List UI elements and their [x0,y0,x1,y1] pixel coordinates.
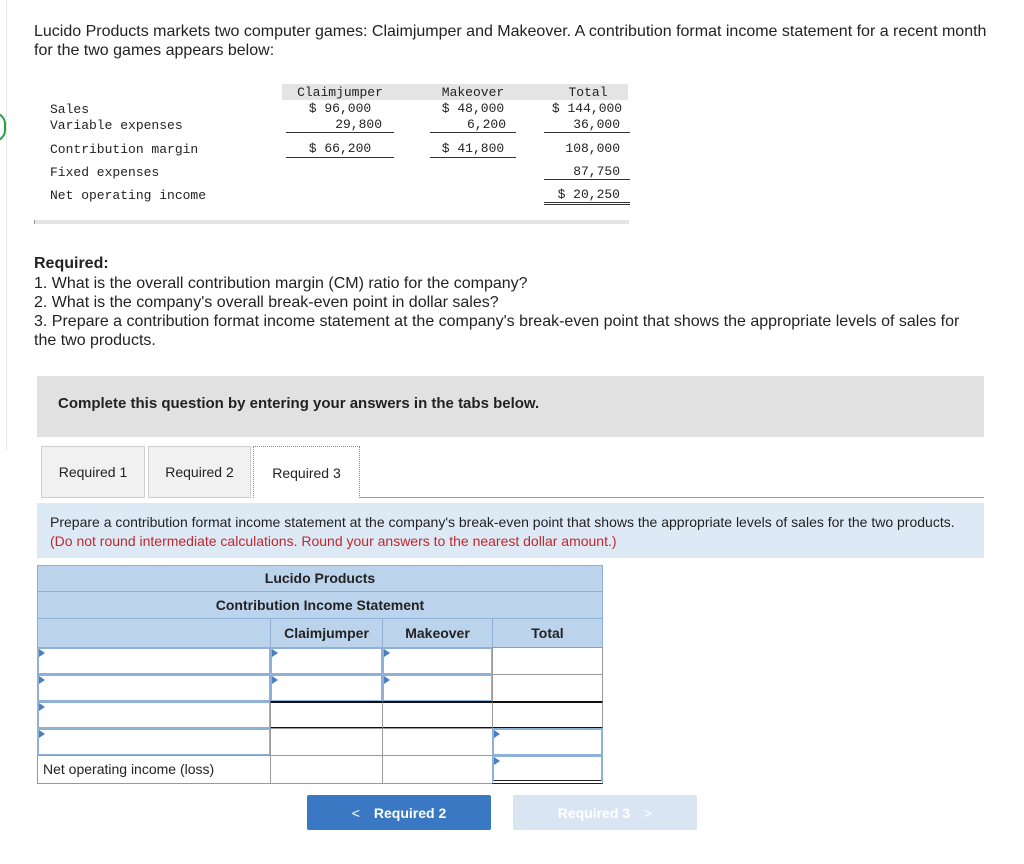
col-head-claimjumper: Claimjumper [297,85,383,100]
makeover-cm-underline [430,157,516,158]
row-label-contribution-margin: Contribution margin [50,142,199,157]
left-gutter [0,0,7,450]
required-item-1: 1. What is the overall contribution margin (CM) ratio for the company? [34,275,528,292]
instruction-text: Prepare a contribution format income statement at the company's break-even point that shows the appropriate levels of sales for the two products. [50,514,955,530]
row1-total-input[interactable] [492,647,603,675]
total-sales: $ 144,000 [551,101,623,116]
row2-label-dropdown[interactable] [37,674,271,702]
instructions-banner [37,376,984,437]
row4-makeover-input[interactable] [382,728,493,756]
row5-claimjumper-cell [270,755,383,784]
claimjumper-sales: $ 96,000 [308,101,372,116]
input-marker-icon [494,757,500,765]
row-label-fixed-expenses: Fixed expenses [50,165,160,180]
row4-total-input[interactable] [492,728,603,756]
prev-button-label: Required 2 [373,804,447,821]
row-label-sales: Sales [50,102,90,117]
required-list [34,274,984,350]
dropdown-marker-icon [39,703,45,711]
col-header-claimjumper: Claimjumper [270,618,383,648]
row3-makeover-input[interactable] [382,701,493,729]
statement-bottom-rule [34,220,629,224]
row5-total-input[interactable] [492,755,603,784]
total-cm: 108,000 [565,141,620,156]
claimjumper-cm: $ 66,200 [308,141,372,156]
tab-required-1[interactable]: Required 1 [41,446,145,498]
makeover-variable: 6,200 [430,117,516,133]
chevron-right-icon: > [644,804,653,821]
row2-total-input[interactable] [492,674,603,702]
row3-claimjumper-input[interactable] [270,701,383,729]
answer-table-statement-title: Contribution Income Statement [37,591,603,619]
dropdown-marker-icon [39,676,45,684]
claimjumper-cm-underline [286,157,394,158]
total-variable: 36,000 [544,117,630,133]
dropdown-marker-icon [39,649,45,657]
row3-total-input[interactable] [492,701,603,729]
row2-makeover-input[interactable] [382,674,493,702]
answer-table-company: Lucido Products [37,565,603,592]
input-marker-icon [272,649,278,657]
chevron-left-icon: < [351,804,360,821]
row3-label-dropdown[interactable] [37,701,271,729]
problem-intro: Lucido Products markets two computer games: Claimjumper and Makeover. A contribution format income statement for a recent month for the two games appears below: [34,23,987,59]
input-marker-icon [384,649,390,657]
required-item-3: 3. Prepare a contribution format income statement at the company's break-even point that shows the appropriate levels of sales for the two products. [34,313,960,349]
col-header-total: Total [492,618,603,648]
required-item-2: 2. What is the company's overall break-even point in dollar sales? [34,294,499,311]
col-head-total: Total [568,85,608,100]
answer-table-header-blank [37,618,271,648]
row-label-net-operating-income: Net operating income [50,188,207,203]
row2-claimjumper-input[interactable] [270,674,383,702]
total-net-operating-income: $ 20,250 [544,187,630,205]
row1-makeover-input[interactable] [382,647,493,675]
row1-claimjumper-input[interactable] [270,647,383,675]
col-header-makeover: Makeover [382,618,493,648]
net-operating-income-label: Net operating income (loss) [37,755,271,784]
prev-required-button[interactable] [307,795,491,830]
required-title: Required: [34,255,109,272]
makeover-sales: $ 48,000 [441,101,505,116]
total-fixed: 87,750 [544,164,630,180]
tab-required-2[interactable]: Required 2 [148,446,251,498]
instruction-note: (Do not round intermediate calculations. Round your answers to the nearest dollar amount.) [50,533,617,549]
tab-required-3[interactable]: Required 3 [253,446,360,498]
row1-label-dropdown[interactable] [37,647,271,675]
dropdown-marker-icon [39,730,45,738]
next-button-label: Required 3 [557,804,631,821]
input-marker-icon [272,676,278,684]
input-marker-icon [384,676,390,684]
task-instruction [37,503,984,558]
tab-baseline [360,497,984,498]
claimjumper-variable: 29,800 [286,117,394,133]
row-label-variable-expenses: Variable expenses [50,118,183,133]
input-marker-icon [494,730,500,738]
col-head-makeover: Makeover [441,85,505,100]
banner-text: Complete this question by entering your answers in the tabs below. [58,395,540,412]
given-income-statement [34,80,634,230]
makeover-cm: $ 41,800 [441,141,505,156]
row4-label-dropdown[interactable] [37,728,271,756]
next-required-button[interactable] [513,795,697,830]
row5-makeover-cell [382,755,493,784]
row4-claimjumper-input[interactable] [270,728,383,756]
